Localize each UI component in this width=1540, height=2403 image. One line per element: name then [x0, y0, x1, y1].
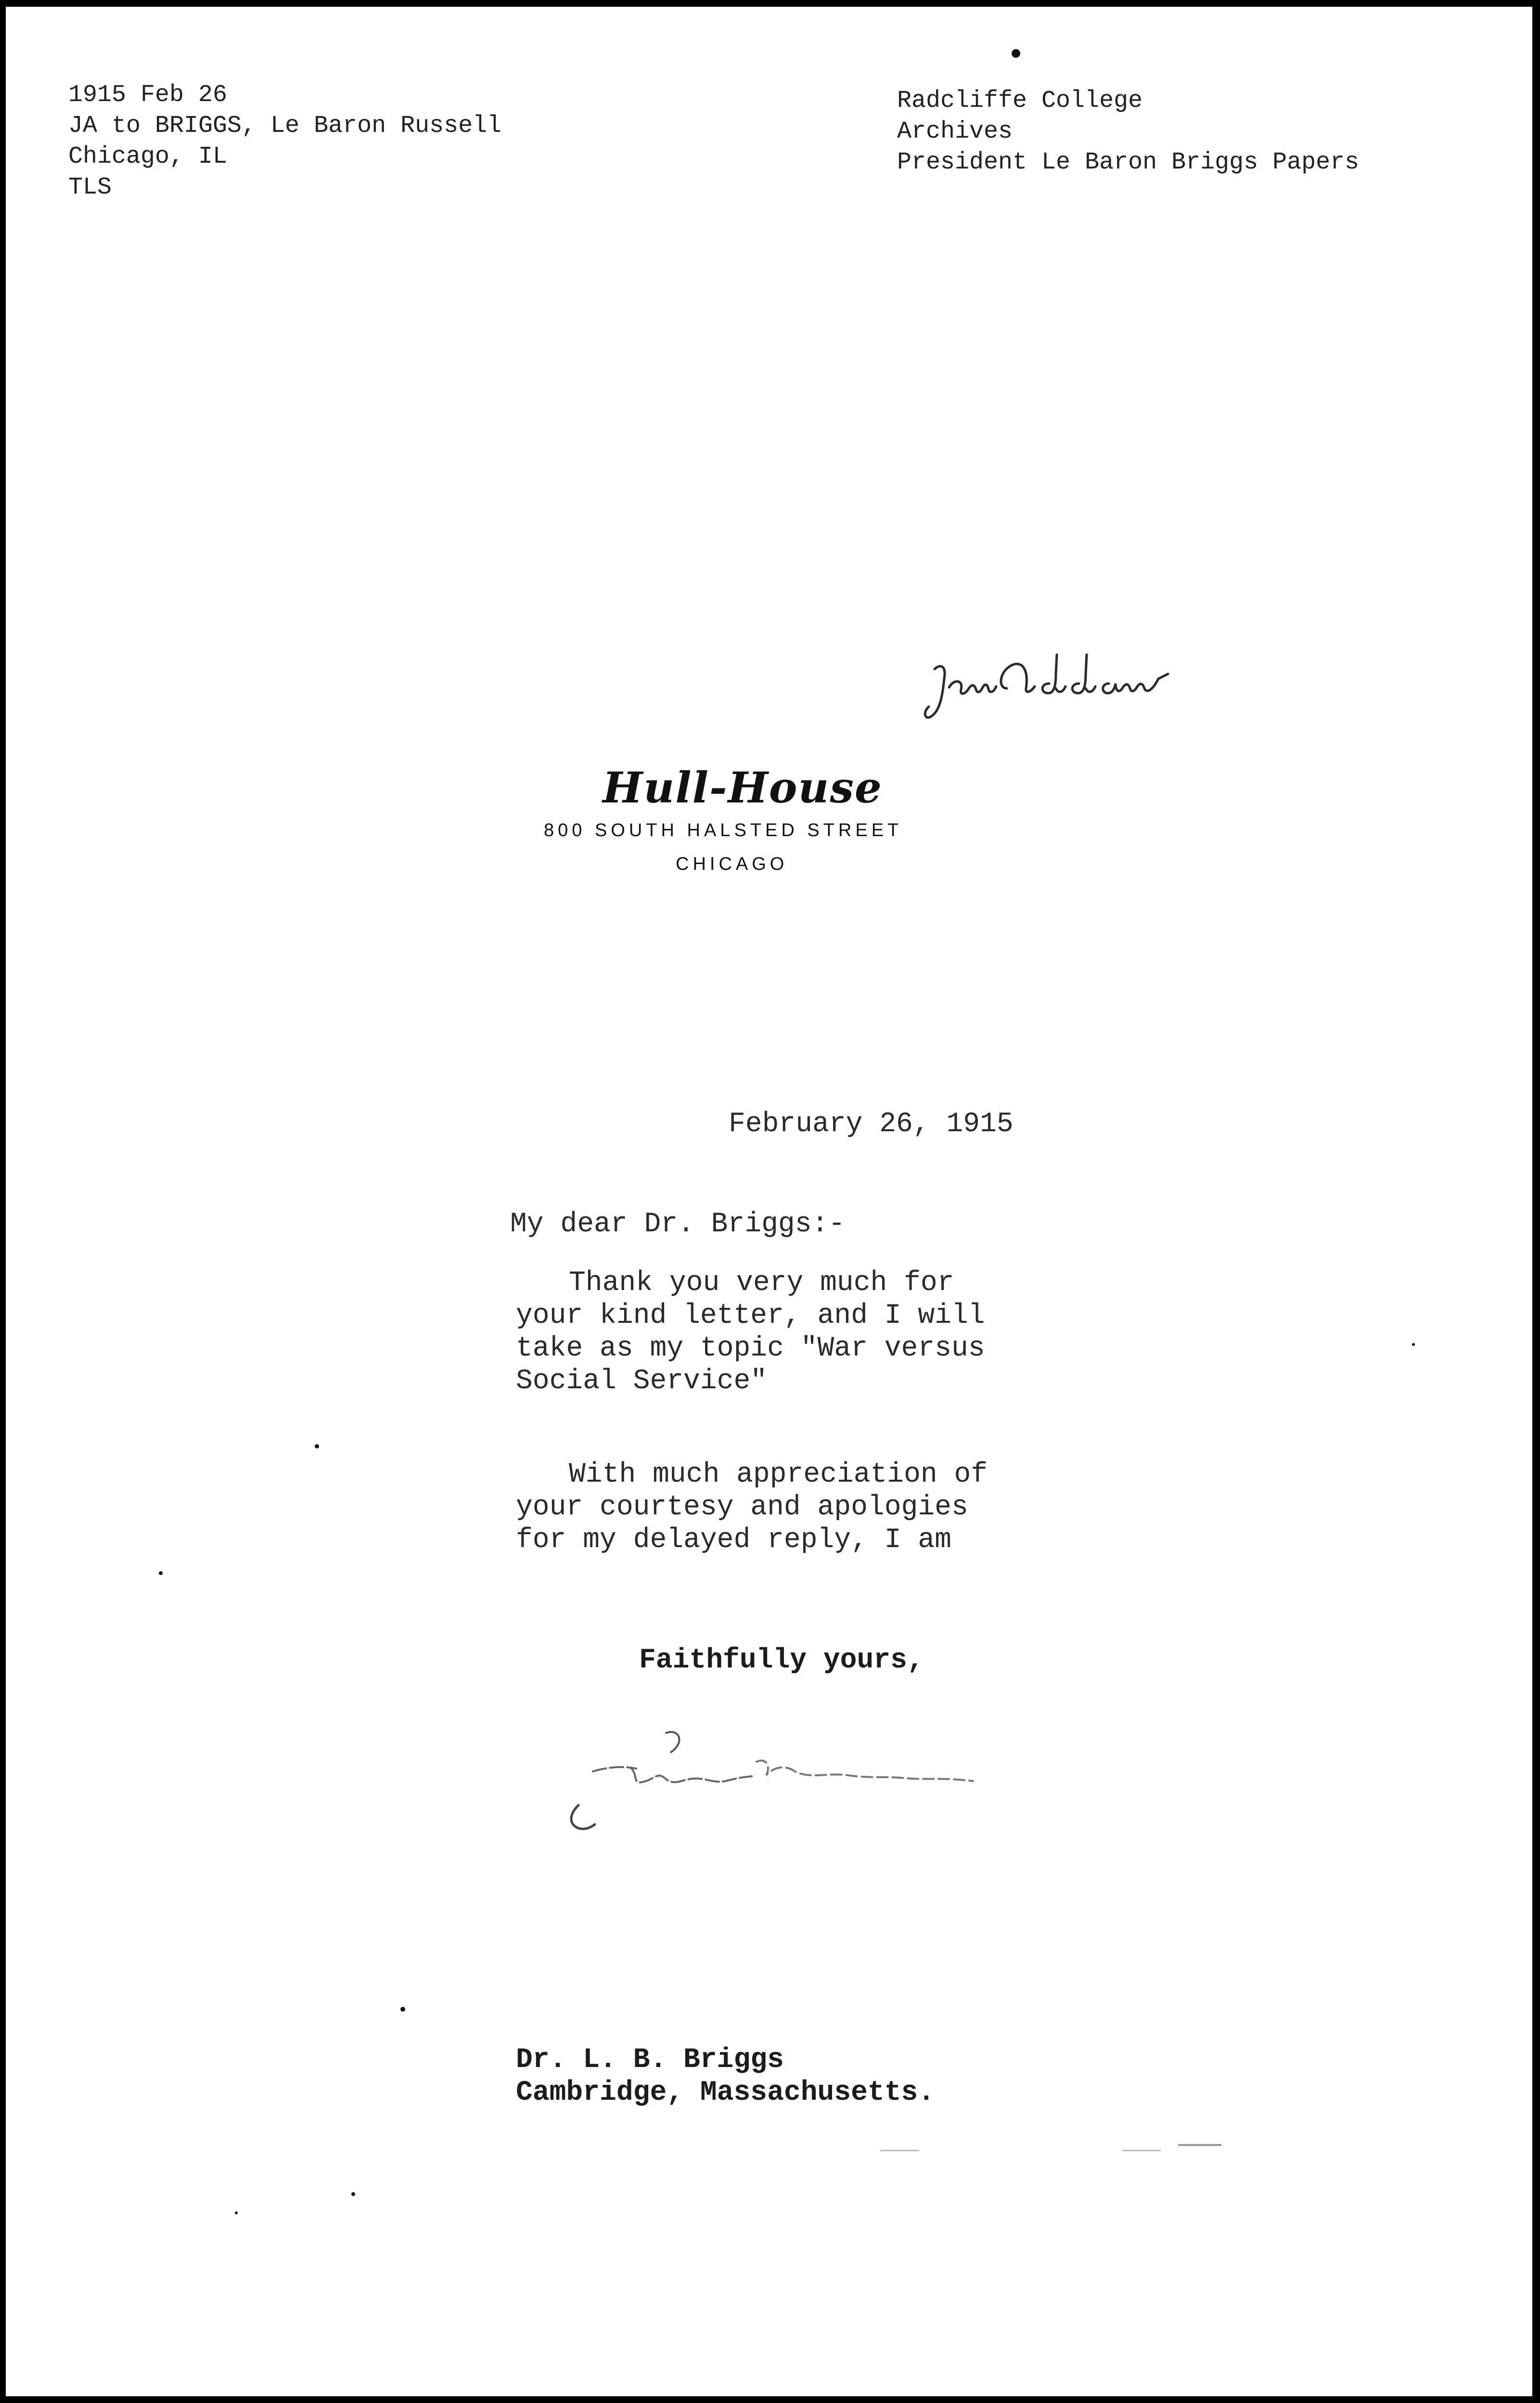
- signature-svg: [559, 1718, 1031, 1844]
- scan-dash: [881, 2150, 919, 2151]
- scan-dash: [1122, 2150, 1161, 2151]
- archive-correspondents: JA to BRIGGS, Le Baron Russell: [68, 112, 502, 140]
- paragraph-2-line: With much appreciation of: [569, 1459, 988, 1490]
- signature: [559, 1701, 1031, 1861]
- paragraph-1-line: take as my topic "War versus: [516, 1333, 985, 1364]
- archive-place: Chicago, IL: [68, 143, 228, 170]
- scan-speck: [159, 1571, 163, 1575]
- handwritten-annotation: [920, 628, 1170, 744]
- letterhead-street: 800 SOUTH HALSTED STREET: [544, 820, 903, 840]
- letterhead-name: Hull-House: [603, 762, 883, 813]
- scan-speck: [1012, 49, 1020, 58]
- repository-line-3: President Le Baron Briggs Papers: [897, 149, 1360, 176]
- paragraph-1-line: your kind letter, and I will: [516, 1300, 985, 1331]
- repository-line-2: Archives: [897, 118, 1013, 145]
- archive-doc-type: TLS: [68, 174, 112, 201]
- scan-speck: [235, 2211, 238, 2214]
- handwritten-annotation-svg: [920, 645, 1170, 727]
- scan-speck: [351, 2192, 355, 2196]
- closing: Faithfully yours,: [639, 1645, 924, 1676]
- scan-dash: [1178, 2144, 1221, 2146]
- scan-speck: [400, 2007, 405, 2012]
- recipient-name: Dr. L. B. Briggs: [516, 2044, 784, 2076]
- letter-date: February 26, 1915: [729, 1109, 1014, 1140]
- scan-speck: [1412, 1343, 1415, 1346]
- paragraph-1-line: Social Service": [516, 1366, 768, 1397]
- paragraph-2-line: your courtesy and apologies: [516, 1492, 968, 1523]
- archive-date: 1915 Feb 26: [68, 81, 228, 109]
- paragraph-1-line: Thank you very much for: [569, 1267, 954, 1299]
- paragraph-2-line: for my delayed reply, I am: [516, 1524, 951, 1556]
- repository-line-1: Radcliffe College: [897, 87, 1143, 115]
- letterhead-city: CHICAGO: [676, 854, 788, 874]
- scan-speck: [315, 1444, 319, 1448]
- salutation: My dear Dr. Briggs:-: [510, 1209, 846, 1240]
- recipient-address: Cambridge, Massachusetts.: [516, 2077, 935, 2108]
- document-page: [6, 7, 1532, 2396]
